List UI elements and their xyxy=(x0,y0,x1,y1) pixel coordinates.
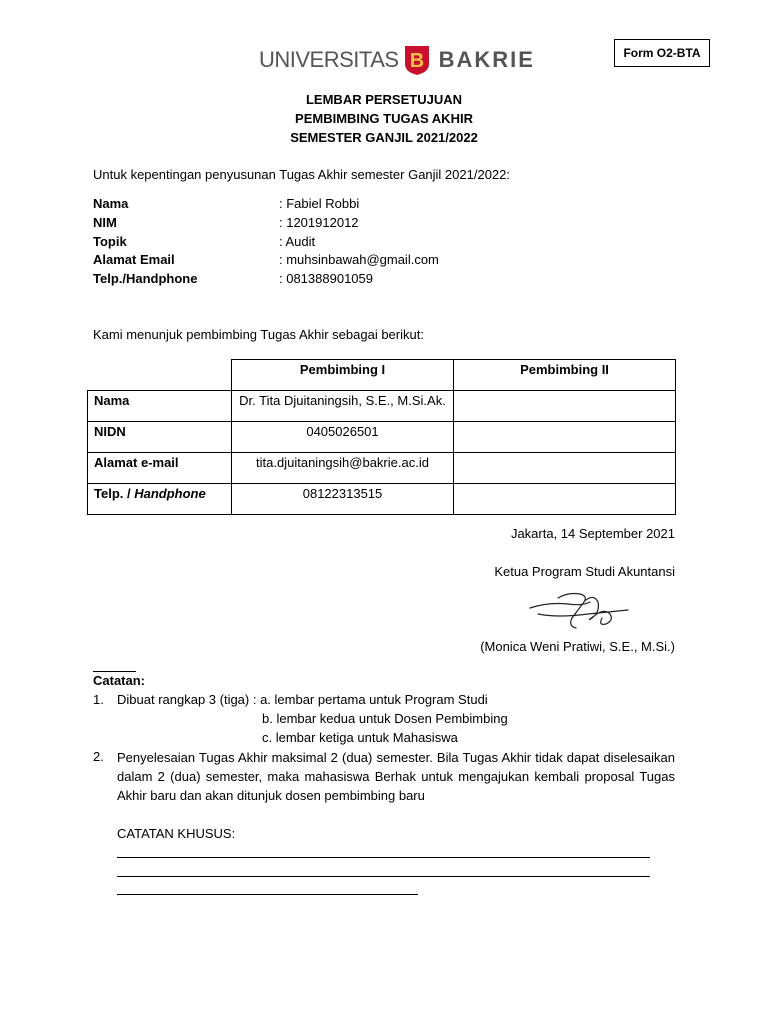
advisor-1-nidn: 0405026501 xyxy=(232,422,454,453)
table-corner-cell xyxy=(88,360,232,391)
row-label-phone xyxy=(88,484,232,515)
advisor-1-header: Pembimbing I xyxy=(232,360,454,391)
row-label-phone-b: Handphone xyxy=(134,486,206,501)
table-header-row xyxy=(88,360,676,391)
note-2-text: Penyelesaian Tugas Akhir maksimal 2 (dua) semester. Bila Tugas Akhir tidak dapat diselesaikan dalam 2 (dua) semester, maka mahasiswa Berhak untuk mengajukan kembali proposal Tugas Akhir baru dan akan ditunjuk dosen pembimbing baru xyxy=(117,750,675,803)
student-phone-label: Telp./Handphone xyxy=(93,271,198,286)
advisor-2-header: Pembimbing II xyxy=(454,360,676,391)
special-notes-line-3 xyxy=(117,894,418,895)
note-1-text: Dibuat rangkap 3 (tiga) : a. lembar pertama untuk Program Studi xyxy=(117,692,488,707)
row-label-nidn: NIDN xyxy=(88,422,232,453)
note-1-b: b. lembar kedua untuk Dosen Pembimbing xyxy=(262,711,508,726)
student-nim-label: NIM xyxy=(93,215,117,230)
logo-text-universitas: UNIVERSITAS xyxy=(259,47,399,72)
university-logo xyxy=(259,44,535,76)
notes-heading: Catatan: xyxy=(93,673,146,688)
svg-text:B: B xyxy=(409,50,424,72)
special-notes-line-1 xyxy=(117,857,650,858)
student-name-value: : Fabiel Robbi xyxy=(279,196,360,211)
advisor-table xyxy=(87,359,676,515)
advisor-2-phone xyxy=(454,484,676,515)
logo-text-bakrie: BAKRIE xyxy=(438,47,535,72)
special-notes-heading: CATATAN KHUSUS: xyxy=(117,826,236,841)
signature-icon xyxy=(528,588,634,634)
signer-role: Ketua Program Studi Akuntansi xyxy=(494,564,675,579)
special-notes-line-2 xyxy=(117,876,650,877)
advisor-1-phone: 08122313515 xyxy=(232,484,454,515)
student-topic-label: Topik xyxy=(93,234,127,249)
note-1-c: c. lembar ketiga untuk Mahasiswa xyxy=(262,730,458,745)
note-1-number: 1. xyxy=(93,692,104,707)
bakrie-shield-icon xyxy=(403,44,431,76)
row-label-email: Alamat e-mail xyxy=(88,453,232,484)
student-name-label: Nama xyxy=(93,196,129,211)
advisor-2-email xyxy=(454,453,676,484)
student-email-label: Alamat Email xyxy=(93,252,175,267)
place-date: Jakarta, 14 September 2021 xyxy=(510,526,675,541)
advisor-1-name: Dr. Tita Djuitaningsih, S.E., M.Si.Ak. xyxy=(232,391,454,422)
student-email-value: : muhsinbawah@gmail.com xyxy=(279,252,439,267)
student-nim-value: : 1201912012 xyxy=(279,215,359,230)
intro-text: Untuk kepentingan penyusunan Tugas Akhir semester Ganjil 2021/2022: xyxy=(93,167,510,182)
advisor-intro-text: Kami menunjuk pembimbing Tugas Akhir sebagai berikut: xyxy=(93,327,424,342)
signer-name: (Monica Weni Pratiwi, S.E., M.Si.) xyxy=(480,639,675,654)
table-row xyxy=(88,484,676,515)
table-row xyxy=(88,453,676,484)
title-line-1: LEMBAR PERSETUJUAN xyxy=(305,92,462,107)
table-row xyxy=(88,391,676,422)
student-topic-value: : Audit xyxy=(279,234,316,249)
note-2-number: 2. xyxy=(93,749,104,764)
form-code-box: Form O2-BTA xyxy=(614,39,710,67)
table-row xyxy=(88,422,676,453)
student-phone-value: : 081388901059 xyxy=(279,271,373,286)
advisor-2-name xyxy=(454,391,676,422)
advisor-2-nidn xyxy=(454,422,676,453)
advisor-1-email: tita.djuitaningsih@bakrie.ac.id xyxy=(232,453,454,484)
row-label-name: Nama xyxy=(88,391,232,422)
row-label-phone-a: Telp. / xyxy=(94,486,135,501)
title-line-3: SEMESTER GANJIL 2021/2022 xyxy=(290,130,478,145)
title-line-2: PEMBIMBING TUGAS AKHIR xyxy=(295,111,473,126)
